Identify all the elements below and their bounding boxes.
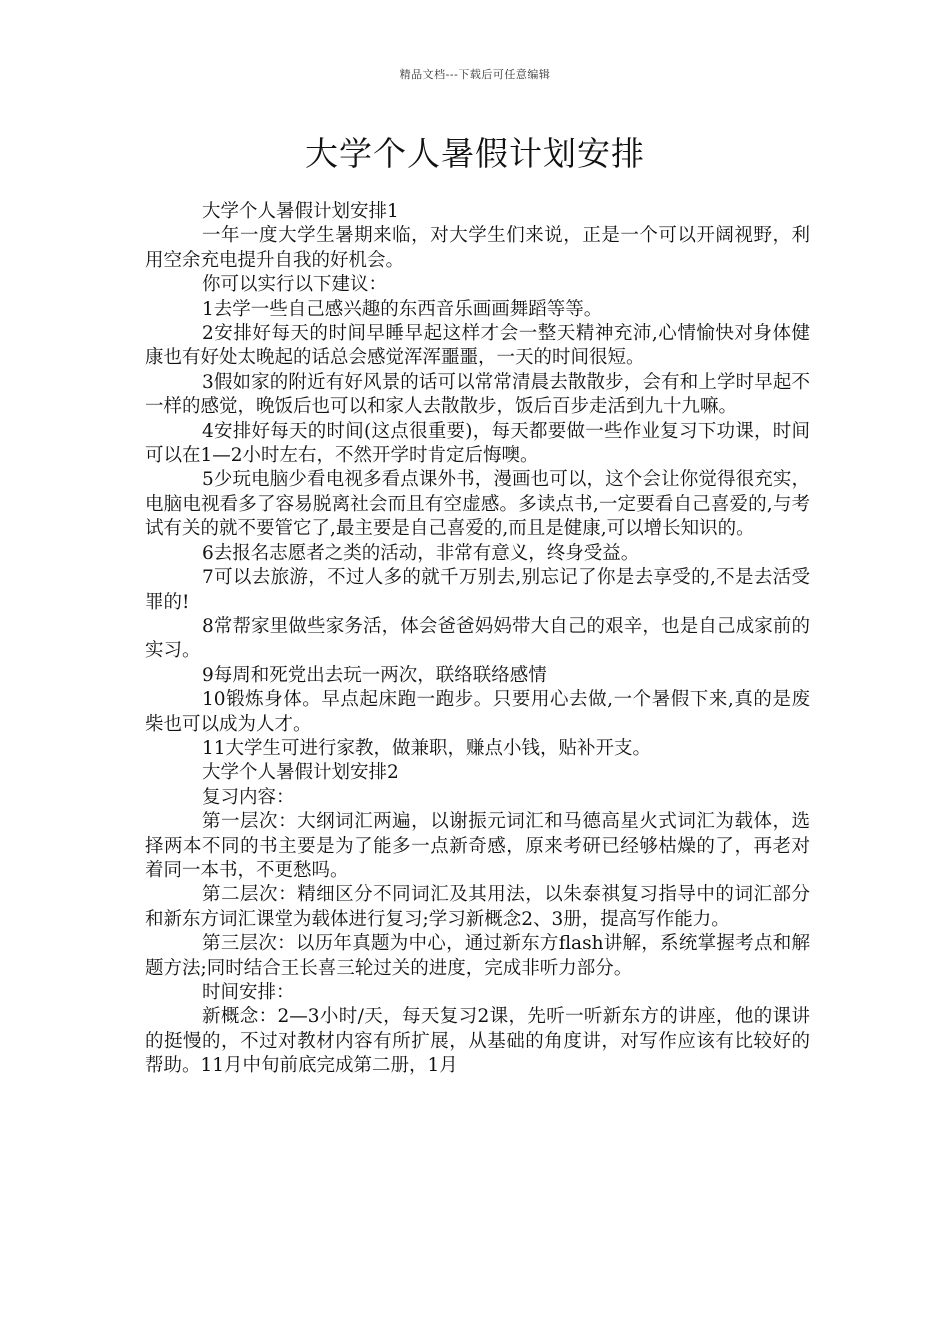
list-item: 9每周和死党出去玩一两次，联络联络感情	[202, 664, 547, 686]
document-title: 大学个人暑假计划安排	[305, 134, 645, 173]
paragraph: 第二层次：精细区分不同词汇及其用法，以朱泰祺复习指导中的词汇部分和新东方词汇课堂为载体进行复习;学习新概念2、3册，提高写作能力。	[145, 884, 810, 930]
paragraph: 第三层次：以历年真题为中心，通过新东方flash讲解，系统掌握考点和解题方法;同时结合王长喜三轮过关的进度，完成非听力部分。	[145, 933, 810, 979]
paragraph: 新概念：2—3小时/天，每天复习2课，先听一听新东方的讲座，他的课讲的挺慢的，不过对教材内容有所扩展，从基础的角度讲，对写作应该有比较好的帮助。11月中旬前底完成第二册，1月	[145, 1006, 810, 1077]
document-body	[145, 200, 810, 1079]
paragraph: 复习内容：	[202, 786, 295, 808]
list-item: 7可以去旅游，不过人多的就千万别去,别忘记了你是去享受的,不是去活受罪的!	[145, 567, 810, 613]
list-item: 2安排好每天的时间早睡早起这样才会一整天精神充沛,心情愉快对身体健康也有好处太晚起的话总会感觉浑浑噩噩，一天的时间很短。	[145, 323, 810, 369]
list-item: 11大学生可进行家教，做兼职，赚点小钱，贴补开支。	[202, 737, 652, 759]
section-heading-2: 大学个人暑假计划安排2	[202, 762, 399, 784]
paragraph: 第一层次：大纲词汇两遍，以谢振元词汇和马德高星火式词汇为载体，选择两本不同的书主要是为了能多一点新奇感，原来考研已经够枯燥的了，再老对着同一本书，不更愁吗。	[145, 811, 810, 881]
list-item: 1去学一些自己感兴趣的东西音乐画画舞蹈等等。	[202, 298, 603, 320]
list-item: 10锻炼身体。早点起床跑一跑步。只要用心去做,一个暑假下来,真的是废柴也可以成为人才。	[145, 689, 810, 735]
list-item: 3假如家的附近有好风景的话可以常常清晨去散散步，会有和上学时早起不一样的感觉，晚饭后也可以和家人去散散步，饭后百步走活到九十九嘛。	[145, 371, 810, 418]
page-header: 精品文档---下载后可任意编辑	[399, 68, 551, 81]
paragraph: 你可以实行以下建议：	[202, 274, 388, 296]
section-heading-1: 大学个人暑假计划安排1	[202, 201, 399, 222]
list-item: 5少玩电脑少看电视多看点课外书，漫画也可以，这个会让你觉得很充实，电脑电视看多了容易脱离社会而且有空虚感。多读点书,一定要看自己喜爱的,与考试有关的就不要管它了,最主要是自己喜爱的,而且是健康,可以增长知识的。	[145, 469, 810, 540]
list-item: 8常帮家里做些家务活，体会爸爸妈妈带大自己的艰辛，也是自己成家前的实习。	[145, 615, 810, 662]
paragraph: 时间安排：	[202, 982, 295, 1003]
list-item: 4安排好每天的时间(这点很重要)，每天都要做一些作业复习下功课，时间可以在1—2小时左右，不然开学时肯定后悔噢。	[145, 420, 810, 467]
list-item: 6去报名志愿者之类的活动，非常有意义，终身受益。	[202, 542, 640, 564]
paragraph: 一年一度大学生暑期来临，对大学生们来说，正是一个可以开阔视野，利用空余充电提升自我的好机会。	[145, 225, 810, 271]
